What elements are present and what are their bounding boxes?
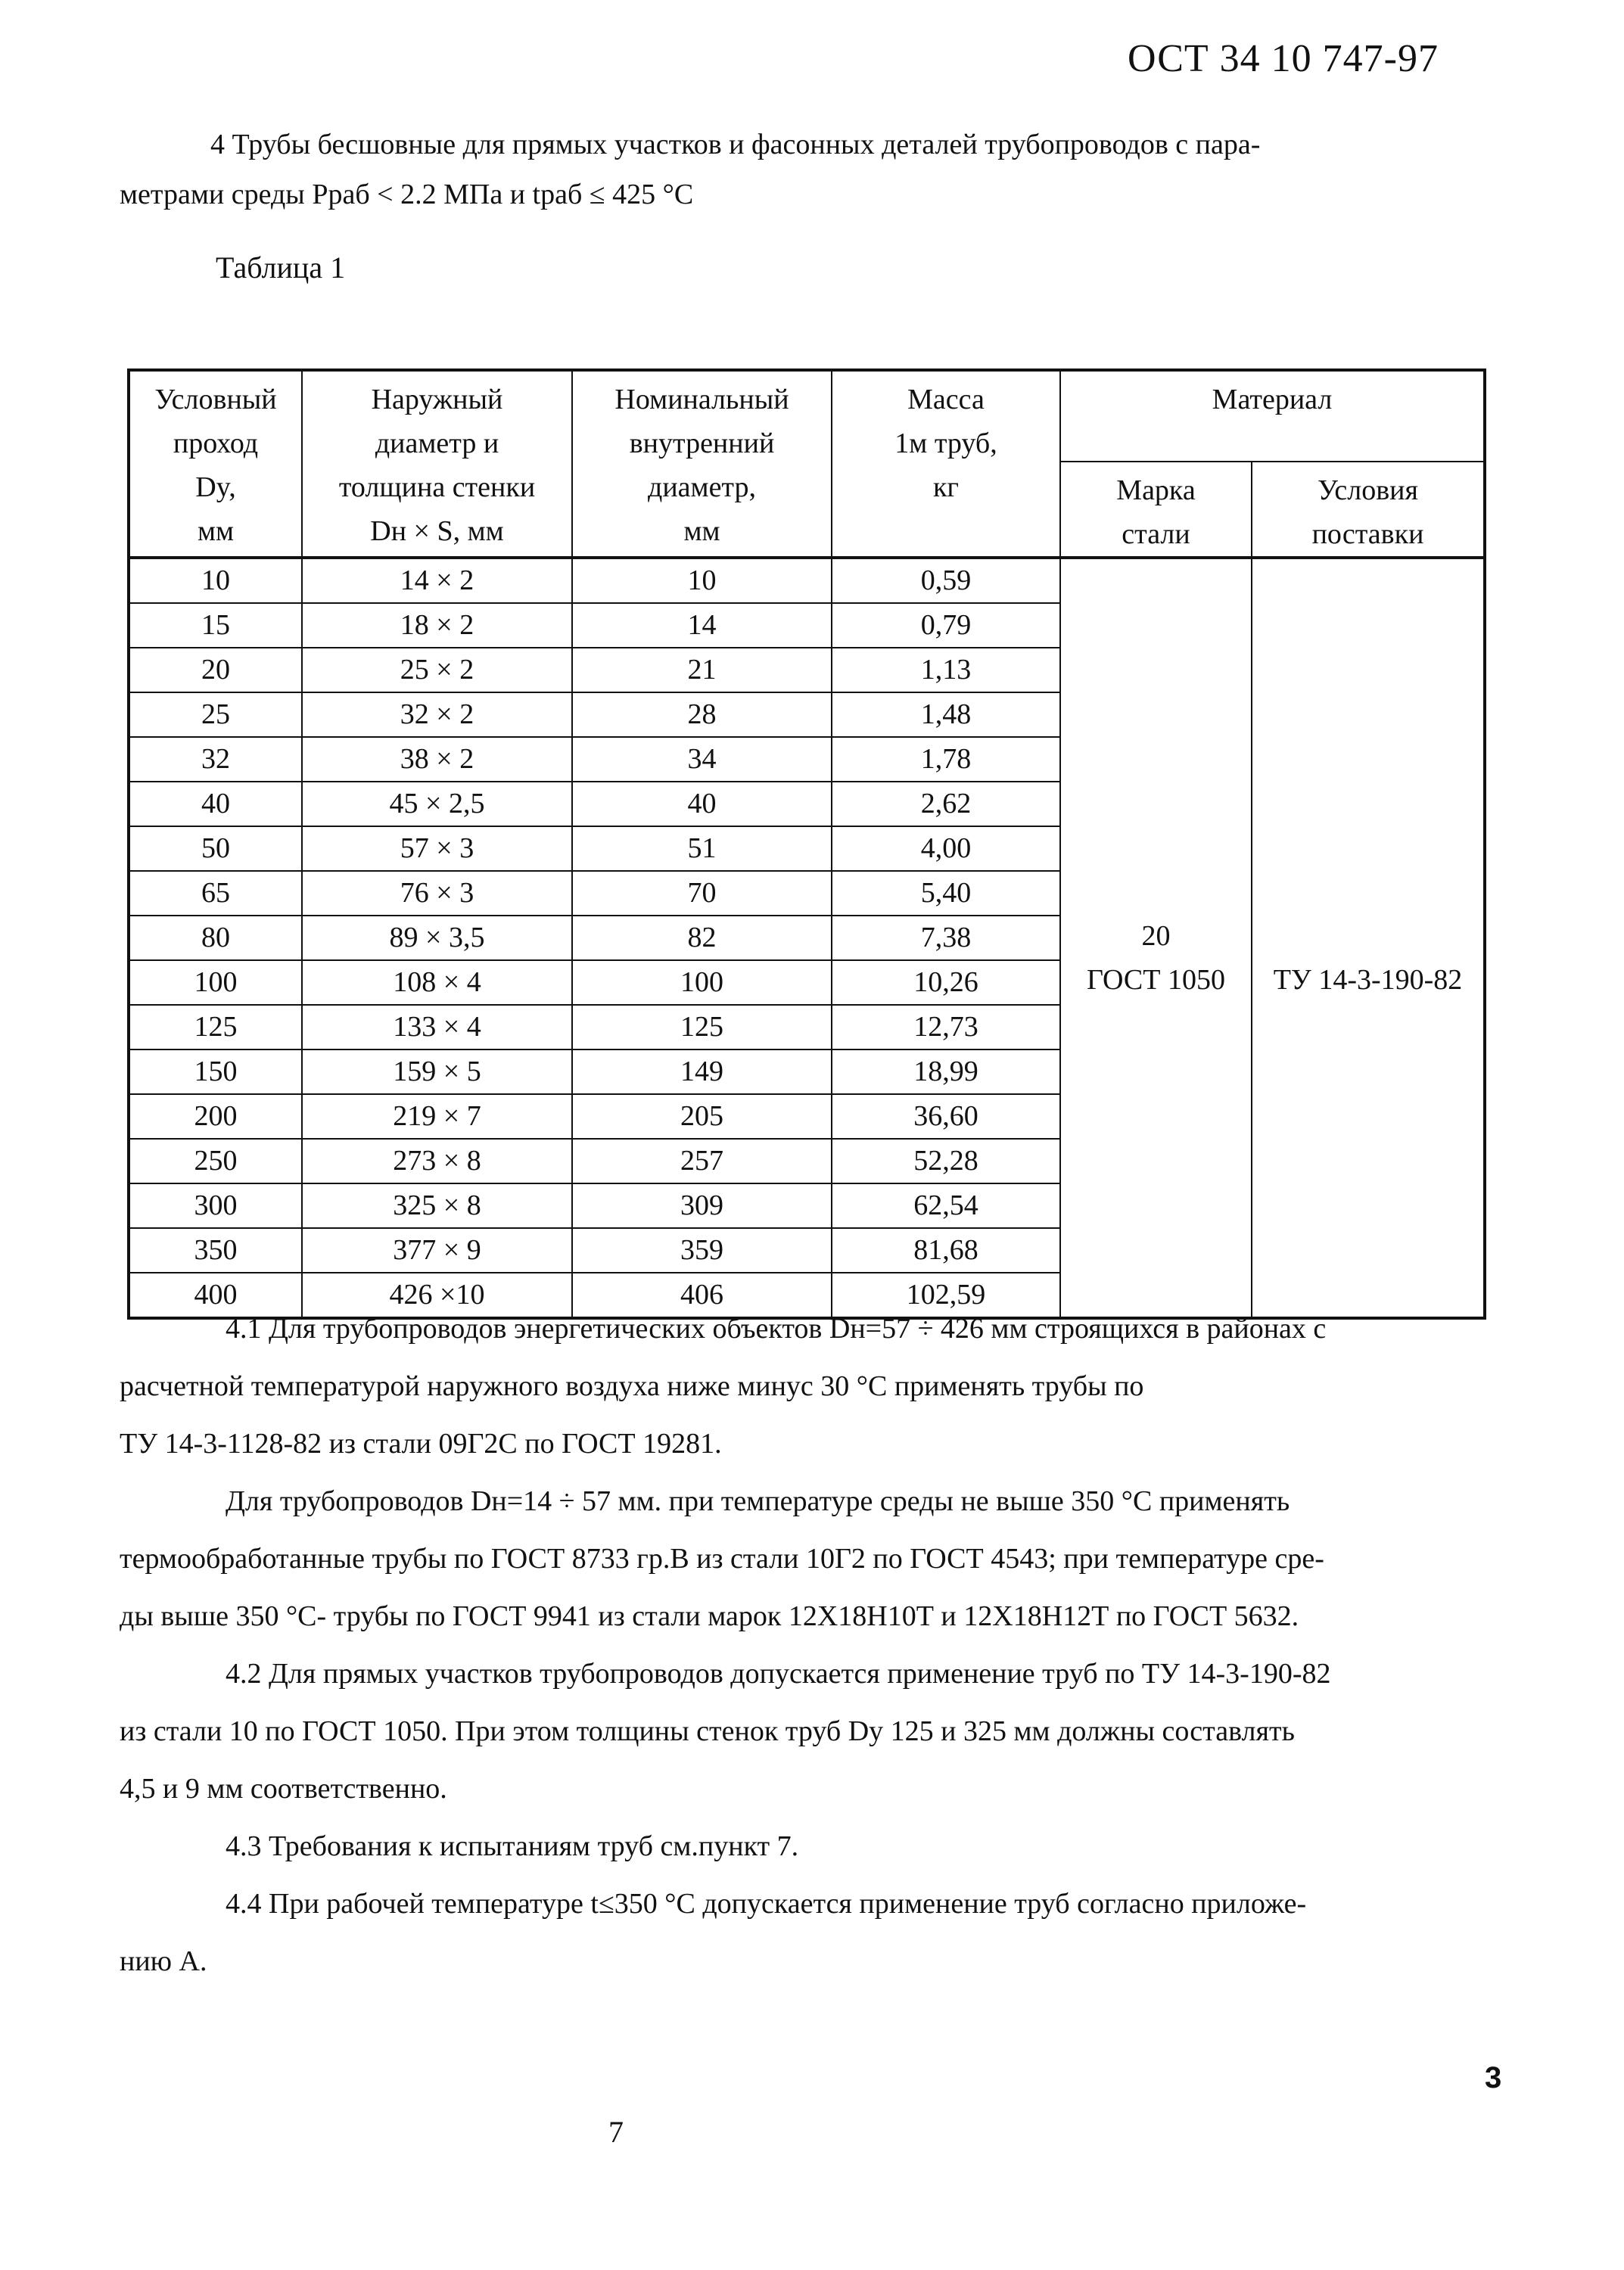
paragraph-4-4-cont [120, 1933, 1474, 1990]
cell-mass: 5,40 [832, 871, 1060, 916]
header-dy [129, 370, 302, 558]
cell-inner: 10 [572, 558, 832, 603]
cell-dn: 108 × 4 [302, 960, 572, 1005]
p41-line2: расчетной температурой наружного воздуха ниже минус 30 °С применять трубы по [120, 1370, 1144, 1402]
document-id: ОСТ 34 10 747-97 [1128, 37, 1439, 80]
table-caption: Таблица 1 [216, 250, 346, 285]
cell-dy: 15 [129, 603, 302, 648]
pdn-line2: термообработанные трубы по ГОСТ 8733 гр.В из стали 10Г2 по ГОСТ 4543; при температуре сре- [120, 1543, 1324, 1575]
header-grade-l2: стали [1122, 518, 1190, 550]
table-row [129, 558, 1485, 603]
cell-inner: 309 [572, 1183, 832, 1228]
cell-dn: 45 × 2,5 [302, 782, 572, 826]
section-heading-line2: метрами среды Рраб < 2.2 МПа и tраб ≤ 425 °С [120, 179, 694, 210]
cell-mass: 81,68 [832, 1228, 1060, 1273]
cell-dy: 250 [129, 1139, 302, 1183]
header-inner-l2: внутренний [629, 428, 775, 459]
header-grade [1060, 462, 1252, 558]
paragraph-4-2-cont [120, 1702, 1474, 1818]
cell-dn: 426 ×10 [302, 1273, 572, 1318]
section-heading-line1: 4 Трубы бесшовные для прямых участков и фасонных деталей трубопроводов с пара- [210, 129, 1261, 160]
table-body [129, 558, 1485, 1318]
p44-line2: нию А. [120, 1945, 207, 1977]
cell-material-supply: ТУ 14-3-190-82 [1252, 558, 1485, 1318]
cell-dy: 80 [129, 916, 302, 960]
p42-line2: из стали 10 по ГОСТ 1050. При этом толщины стенок труб Dy 125 и 325 мм должны составлять [120, 1715, 1295, 1747]
cell-dy: 125 [129, 1005, 302, 1049]
paragraph-4-3 [120, 1818, 1474, 1875]
header-dy-l1: Условный [154, 384, 277, 415]
cell-dy: 10 [129, 558, 302, 603]
pdn-line3: ды выше 350 °С- трубы по ГОСТ 9941 из стали марок 12Х18Н10Т и 12Х18Н12Т по ГОСТ 5632. [120, 1600, 1299, 1632]
cell-dn: 273 × 8 [302, 1139, 572, 1183]
cell-mass: 12,73 [832, 1005, 1060, 1049]
cell-dn: 325 × 8 [302, 1183, 572, 1228]
header-inner-l4: мм [683, 515, 720, 547]
cell-dn: 32 × 2 [302, 692, 572, 737]
cell-inner: 125 [572, 1005, 832, 1049]
cell-dn: 14 × 2 [302, 558, 572, 603]
cell-dy: 300 [129, 1183, 302, 1228]
paragraph-dn [120, 1472, 1474, 1530]
material-grade-line: 20 [1141, 919, 1171, 952]
cell-dn: 377 × 9 [302, 1228, 572, 1273]
cell-dy: 150 [129, 1049, 302, 1094]
cell-mass: 1,78 [832, 737, 1060, 782]
section-heading [120, 120, 1482, 219]
cell-dy: 32 [129, 737, 302, 782]
cell-dy: 200 [129, 1094, 302, 1139]
header-dn-l1: Наружный [371, 384, 503, 415]
cell-dn: 18 × 2 [302, 603, 572, 648]
p42-line3: 4,5 и 9 мм соответственно. [120, 1773, 447, 1805]
cell-mass: 4,00 [832, 826, 1060, 871]
page-number: 3 [1485, 2061, 1502, 2094]
header-mass-l3: кг [932, 471, 960, 503]
header-supply [1252, 462, 1485, 558]
cell-mass: 0,59 [832, 558, 1060, 603]
header-inner-l3: диаметр, [647, 471, 757, 503]
cell-inner: 100 [572, 960, 832, 1005]
cell-inner: 51 [572, 826, 832, 871]
cell-inner: 149 [572, 1049, 832, 1094]
cell-dn: 38 × 2 [302, 737, 572, 782]
paragraph-dn-cont [120, 1530, 1474, 1645]
header-inner-l1: Номинальный [614, 384, 789, 415]
cell-inner: 406 [572, 1273, 832, 1318]
cell-inner: 70 [572, 871, 832, 916]
cell-inner: 14 [572, 603, 832, 648]
cell-dn: 133 × 4 [302, 1005, 572, 1049]
cell-dn: 76 × 3 [302, 871, 572, 916]
cell-inner: 205 [572, 1094, 832, 1139]
header-mass-l2: 1м труб, [894, 428, 997, 459]
cell-dn: 25 × 2 [302, 648, 572, 692]
cell-inner: 40 [572, 782, 832, 826]
cell-dy: 400 [129, 1273, 302, 1318]
cell-mass: 36,60 [832, 1094, 1060, 1139]
header-dn-l3: толщина стенки [338, 471, 536, 503]
header-inner [572, 370, 832, 558]
p41-line3: ТУ 14-3-1128-82 из стали 09Г2С по ГОСТ 19281. [120, 1428, 722, 1460]
header-mass [832, 370, 1060, 558]
paragraph-4-2 [120, 1645, 1474, 1702]
header-material [1060, 370, 1485, 462]
header-grade-l1: Марка [1116, 474, 1196, 506]
header-supply-l1: Условия [1318, 474, 1418, 506]
header-mass-l1: Масса [907, 384, 985, 415]
stamp-number: 7 [608, 2115, 624, 2149]
p42-line1: 4.2 Для прямых участков трубопроводов допускается применение труб по ТУ 14-3-190-82 [226, 1658, 1331, 1690]
cell-mass: 0,79 [832, 603, 1060, 648]
cell-inner: 257 [572, 1139, 832, 1183]
cell-inner: 34 [572, 737, 832, 782]
cell-mass: 10,26 [832, 960, 1060, 1005]
cell-inner: 82 [572, 916, 832, 960]
cell-inner: 28 [572, 692, 832, 737]
p41-line1: 4.1 Для трубопроводов энергетических объектов Dн=57 ÷ 426 мм строящихся в районах с [226, 1313, 1327, 1345]
cell-mass: 1,13 [832, 648, 1060, 692]
cell-dy: 100 [129, 960, 302, 1005]
cell-dn: 219 × 7 [302, 1094, 572, 1139]
header-material-label: Материал [1212, 384, 1333, 415]
cell-mass: 102,59 [832, 1273, 1060, 1318]
cell-material-grade [1060, 558, 1252, 1318]
header-dn-l2: диаметр и [375, 428, 499, 459]
header-dn [302, 370, 572, 558]
cell-dn: 159 × 5 [302, 1049, 572, 1094]
paragraph-4-4 [120, 1875, 1474, 1933]
material-grade-line: ГОСТ 1050 [1087, 963, 1225, 996]
cell-mass: 2,62 [832, 782, 1060, 826]
cell-mass: 62,54 [832, 1183, 1060, 1228]
cell-dy: 65 [129, 871, 302, 916]
paragraph-4-1-cont [120, 1357, 1474, 1472]
cell-dn: 89 × 3,5 [302, 916, 572, 960]
pipe-table [127, 368, 1486, 1320]
header-dn-l4: Dн × S, мм [370, 515, 504, 547]
cell-dy: 40 [129, 782, 302, 826]
pdn-line1: Для трубопроводов Dн=14 ÷ 57 мм. при температуре среды не выше 350 °С применять [226, 1485, 1290, 1517]
header-supply-l2: поставки [1311, 518, 1424, 550]
paragraph-4-1 [120, 1300, 1474, 1357]
cell-dn: 57 × 3 [302, 826, 572, 871]
cell-mass: 7,38 [832, 916, 1060, 960]
cell-dy: 25 [129, 692, 302, 737]
cell-inner: 21 [572, 648, 832, 692]
header-dy-l4: мм [197, 515, 235, 547]
p44-line1: 4.4 При рабочей температуре t≤350 °С допускается применение труб согласно приложе- [226, 1888, 1307, 1920]
cell-inner: 359 [572, 1228, 832, 1273]
cell-dy: 350 [129, 1228, 302, 1273]
cell-dy: 20 [129, 648, 302, 692]
cell-mass: 52,28 [832, 1139, 1060, 1183]
p43-line: 4.3 Требования к испытаниям труб см.пункт 7. [226, 1830, 799, 1862]
header-dy-l2: проход [173, 428, 259, 459]
header-dy-l3: Dy, [195, 471, 236, 503]
cell-dy: 50 [129, 826, 302, 871]
cell-mass: 1,48 [832, 692, 1060, 737]
cell-mass: 18,99 [832, 1049, 1060, 1094]
